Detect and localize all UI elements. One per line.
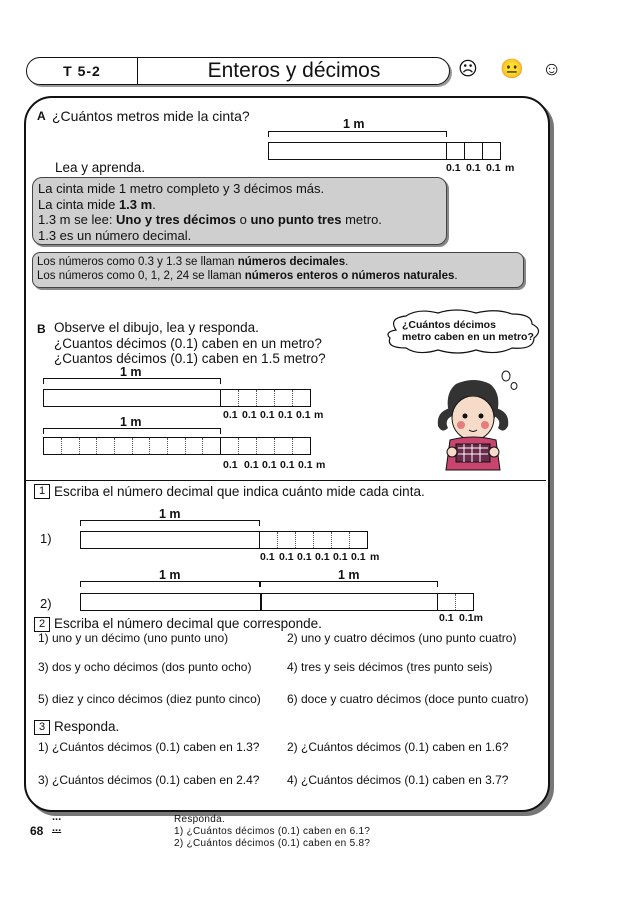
ex1-tape2-label-1: 1 m (159, 568, 181, 582)
tape-b1-label: 1 m (120, 365, 142, 379)
section-b-text: Observe el dibujo, lea y responda. ¿Cuantos décimos (0.1) caben en un metro? ¿Cuantos décimos (0.1) caben en 1.5 metro? (54, 320, 326, 366)
page-number: 68 (30, 824, 44, 838)
tape-b1-bracket (43, 378, 221, 384)
tape-b1 (43, 389, 311, 407)
footer-dots-bottom: ... (52, 822, 62, 834)
tape-b2 (43, 437, 311, 455)
lesson-title: Enteros y décimos (207, 59, 381, 82)
exercise-2-instruction: Escriba el número decimal que corresponde. (54, 616, 322, 631)
ex2-item-1: 1) uno y un décimo (uno punto uno) (38, 631, 229, 645)
tape-a (268, 142, 501, 160)
sad-face-icon[interactable]: ☹ (458, 59, 478, 80)
ex1-tape1[interactable] (80, 531, 368, 549)
neutral-face-icon[interactable]: 😐 (500, 59, 524, 80)
ex3-item-1: 1) ¿Cuántos décimos (0.1) caben en 1.3? (38, 740, 260, 754)
thought-cloud-text: ¿Cuántos décimos metro caben en un metro? (402, 319, 534, 343)
section-b-letter: B (37, 322, 46, 336)
ex3-item-2: 2) ¿Cuántos décimos (0.1) caben en 1.6? (287, 740, 509, 754)
footer-extra: Responda. 1) ¿Cuántos décimos (0.1) caben en 6.1? 2) ¿Cuántos décimos (0.1) caben en 5.8? (174, 814, 371, 849)
divider (24, 480, 546, 481)
ex3-item-3: 3) ¿Cuántos décimos (0.1) caben en 2.4? (38, 773, 260, 787)
ex1-tape1-bracket (80, 520, 260, 526)
section-a-question: ¿Cuántos metros mide la cinta? (52, 108, 250, 124)
exercise-1-item-1: 1) (40, 531, 52, 546)
info-box-2-text: Los números como 0.3 y 1.3 se llaman números decimales. Los números como 0, 1, 2, 24 se llaman números enteros o números naturales. (37, 256, 458, 282)
ex2-item-4: 4) tres y seis décimos (tres punto seis) (287, 660, 493, 674)
happy-face-icon[interactable]: ☺ (542, 59, 562, 80)
exercise-1-item-2: 2) (40, 596, 52, 611)
ex2-item-6: 6) doce y cuatro décimos (doce punto cuatro) (287, 692, 529, 706)
exercise-3-instruction: Responda. (54, 719, 120, 734)
exercise-2-number: 2 (34, 617, 50, 632)
lesson-header (26, 57, 450, 85)
ex2-item-3: 3) dos y ocho décimos (dos punto ocho) (38, 660, 252, 674)
exercise-1-number: 1 (34, 484, 50, 499)
footer-dots-top: ... (52, 811, 62, 823)
exercise-1-instruction: Escriba el número decimal que indica cuánto mide cada cinta. (54, 484, 425, 499)
girl-illustration (428, 378, 520, 474)
lea-aprenda: Lea y aprenda. (55, 160, 146, 175)
ex1-tape2-label-2: 1 m (338, 568, 360, 582)
ex2-item-5: 5) diez y cinco décimos (diez punto cinco) (38, 692, 261, 706)
ex2-item-2: 2) uno y cuatro décimos (uno punto cuatro) (287, 631, 517, 645)
tape-a-label: 1 m (343, 117, 365, 131)
tape-b2-bracket (43, 428, 221, 434)
ex1-tape2-bracket-1 (80, 581, 260, 587)
ex1-tape2-bracket-2 (260, 581, 438, 587)
exercise-3-number: 3 (34, 720, 50, 735)
section-a-letter: A (37, 109, 46, 123)
ex1-tape2[interactable] (80, 593, 474, 611)
info-box-1-text: La cinta mide 1 metro completo y 3 décimos más. La cinta mide 1.3 m. 1.3 m se lee: Uno y tres décimos o uno punto tres metro. 1.3 es un número decimal. (38, 181, 382, 243)
ex3-item-4: 4) ¿Cuántos décimos (0.1) caben en 3.7? (287, 773, 509, 787)
tape-a-bracket (268, 131, 447, 137)
ex1-tape1-label: 1 m (159, 507, 181, 521)
tape-b2-label: 1 m (120, 415, 142, 429)
lesson-code: T 5-2 (27, 58, 138, 84)
